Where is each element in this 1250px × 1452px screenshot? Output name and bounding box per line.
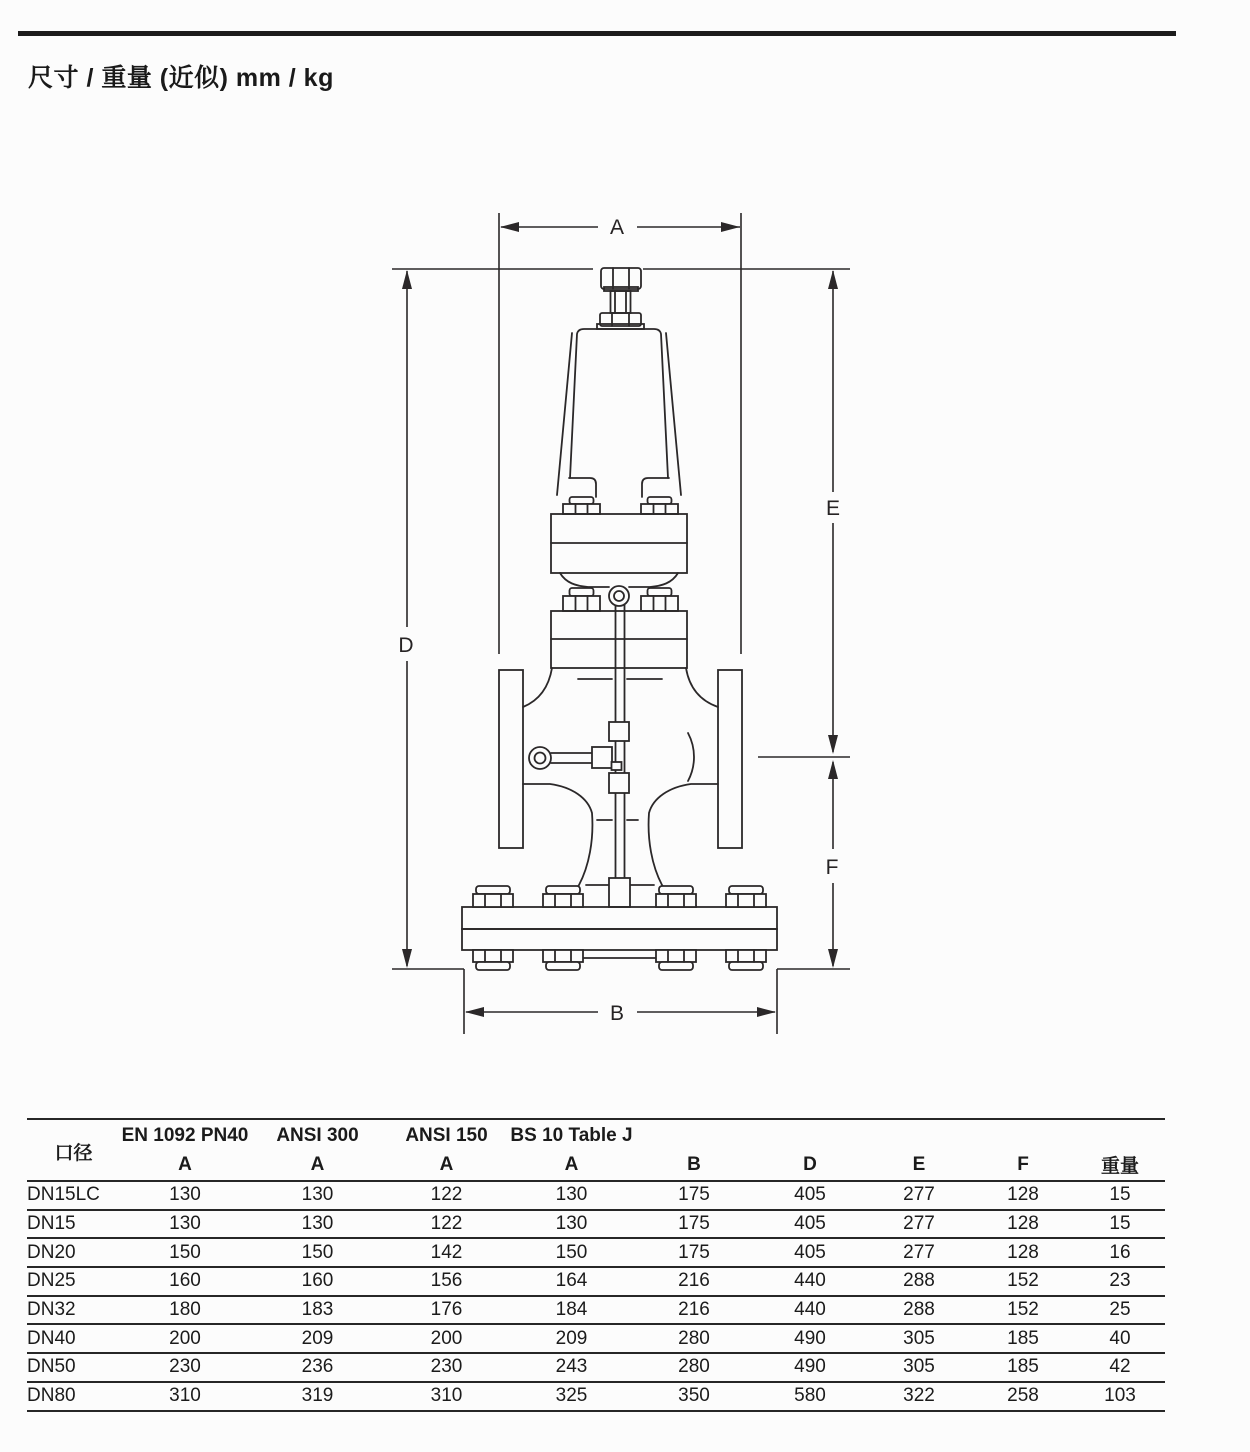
value-cell: 405 — [794, 1241, 826, 1263]
value-cell: 209 — [555, 1327, 588, 1349]
value-cell: 216 — [678, 1299, 710, 1321]
value-cell: 280 — [678, 1356, 710, 1378]
value-cell: 236 — [301, 1356, 334, 1378]
dim-label-d: D — [398, 634, 414, 657]
sensing-pipe — [551, 753, 592, 763]
value-cell: 183 — [301, 1299, 334, 1321]
table-row — [27, 1382, 1165, 1411]
table-row — [27, 1296, 1165, 1325]
value-cell: 216 — [678, 1270, 710, 1292]
value-cell: 23 — [1109, 1270, 1131, 1292]
col-header-d: D — [803, 1153, 817, 1175]
size-cell: DN15 — [27, 1213, 76, 1235]
table-body — [27, 1181, 1165, 1411]
size-cell: DN80 — [27, 1385, 76, 1407]
value-cell: 209 — [301, 1327, 334, 1349]
value-cell: 130 — [169, 1213, 201, 1235]
value-cell: 305 — [903, 1327, 935, 1349]
col-header-a1: A — [178, 1153, 192, 1175]
value-cell: 175 — [678, 1213, 710, 1235]
value-cell: 184 — [555, 1299, 588, 1321]
value-cell: 42 — [1109, 1356, 1131, 1378]
value-cell: 40 — [1109, 1327, 1131, 1349]
value-cell: 258 — [1007, 1385, 1039, 1407]
table-group-header-row — [27, 1119, 1165, 1149]
value-cell: 150 — [301, 1241, 334, 1263]
size-cell: DN25 — [27, 1270, 76, 1292]
value-cell: 580 — [794, 1385, 826, 1407]
value-cell: 230 — [430, 1356, 463, 1378]
value-cell: 310 — [169, 1385, 201, 1407]
dim-label-a: A — [609, 216, 625, 239]
dimensions-table-wrap — [27, 1118, 1165, 1412]
col-header-f: F — [1017, 1153, 1029, 1175]
value-cell: 130 — [301, 1184, 334, 1206]
table-row — [27, 1181, 1165, 1210]
value-cell: 230 — [169, 1356, 201, 1378]
size-column-header: 口径 — [54, 1142, 93, 1164]
value-cell: 152 — [1007, 1270, 1039, 1292]
value-cell: 128 — [1007, 1241, 1039, 1263]
value-cell: 200 — [430, 1327, 463, 1349]
dim-label-f: F — [825, 856, 839, 879]
size-cell: DN50 — [27, 1356, 76, 1378]
size-cell: DN20 — [27, 1241, 76, 1263]
value-cell: 160 — [301, 1270, 334, 1292]
value-cell: 277 — [903, 1184, 935, 1206]
value-cell: 130 — [169, 1184, 201, 1206]
value-cell: 319 — [301, 1385, 334, 1407]
value-cell: 150 — [169, 1241, 201, 1263]
table-row — [27, 1267, 1165, 1296]
value-cell: 156 — [430, 1270, 463, 1292]
value-cell: 180 — [169, 1299, 201, 1321]
value-cell: 325 — [555, 1385, 588, 1407]
value-cell: 185 — [1007, 1327, 1039, 1349]
col-header-a4: A — [564, 1153, 579, 1175]
bottom-flange-bolts-bottom — [473, 950, 766, 970]
pipe-union-icon — [592, 747, 612, 768]
bottom-flange-upper — [462, 907, 777, 929]
group-header-en1092: EN 1092 PN40 — [121, 1124, 249, 1146]
value-cell: 130 — [555, 1213, 588, 1235]
value-cell: 305 — [903, 1356, 935, 1378]
value-cell: 16 — [1109, 1241, 1131, 1263]
value-cell: 490 — [794, 1356, 826, 1378]
value-cell: 405 — [794, 1213, 826, 1235]
value-cell: 128 — [1007, 1213, 1039, 1235]
value-cell: 176 — [430, 1299, 463, 1321]
value-cell: 280 — [678, 1327, 710, 1349]
inlet-flange — [499, 670, 523, 848]
col-header-a2: A — [310, 1153, 325, 1175]
col-header-e: E — [912, 1153, 926, 1175]
col-header-weight: 重量 — [1100, 1156, 1139, 1177]
table-row — [27, 1353, 1165, 1382]
value-cell: 130 — [301, 1213, 334, 1235]
dimensions-table — [27, 1118, 1165, 1412]
value-cell: 160 — [169, 1270, 201, 1292]
tube-fitting-lower — [609, 773, 629, 793]
bottom-flange-lower — [462, 929, 777, 950]
value-cell: 175 — [678, 1184, 710, 1206]
value-cell: 277 — [903, 1241, 935, 1263]
value-cell: 200 — [169, 1327, 201, 1349]
value-cell: 128 — [1007, 1184, 1039, 1206]
value-cell: 152 — [1007, 1299, 1039, 1321]
table-row — [27, 1210, 1165, 1239]
dim-label-e: E — [825, 497, 841, 520]
value-cell: 310 — [430, 1385, 463, 1407]
value-cell: 15 — [1109, 1213, 1131, 1235]
value-cell: 440 — [794, 1299, 826, 1321]
tube-fitting-upper — [609, 722, 629, 741]
col-header-a3: A — [439, 1153, 454, 1175]
table-row — [27, 1324, 1165, 1353]
value-cell: 405 — [794, 1184, 826, 1206]
value-cell: 243 — [555, 1356, 588, 1378]
value-cell: 122 — [430, 1184, 463, 1206]
group-header-bs10: BS 10 Table J — [510, 1124, 633, 1146]
value-cell: 185 — [1007, 1356, 1039, 1378]
bonnet-bolts-upper — [563, 497, 678, 514]
spring-housing — [570, 329, 668, 478]
size-cell: DN15LC — [27, 1184, 100, 1206]
group-header-ansi300: ANSI 300 — [276, 1124, 359, 1146]
outlet-flange — [718, 670, 742, 848]
dimension-lines — [392, 213, 850, 1034]
value-cell: 142 — [430, 1241, 463, 1263]
value-cell: 130 — [555, 1184, 588, 1206]
value-cell: 175 — [678, 1241, 710, 1263]
tube-bottom-fitting — [609, 878, 630, 907]
value-cell: 322 — [903, 1385, 935, 1407]
group-header-ansi150: ANSI 150 — [405, 1124, 488, 1146]
size-cell: DN32 — [27, 1299, 76, 1321]
size-cell: DN40 — [27, 1327, 76, 1349]
value-cell: 288 — [903, 1270, 935, 1292]
table-sub-header-row — [27, 1149, 1165, 1181]
value-cell: 277 — [903, 1213, 935, 1235]
table-row — [27, 1238, 1165, 1267]
value-cell: 164 — [555, 1270, 588, 1292]
valve-outline — [462, 268, 777, 970]
value-cell: 490 — [794, 1327, 826, 1349]
col-header-b: B — [687, 1153, 701, 1175]
value-cell: 440 — [794, 1270, 826, 1292]
dim-label-b: B — [609, 1002, 625, 1025]
value-cell: 288 — [903, 1299, 935, 1321]
value-cell: 122 — [430, 1213, 463, 1235]
value-cell: 103 — [1104, 1385, 1136, 1407]
value-cell: 15 — [1109, 1184, 1131, 1206]
page-title: 尺寸 / 重量 (近似) mm / kg — [28, 64, 334, 92]
value-cell: 350 — [678, 1385, 710, 1407]
value-cell: 150 — [555, 1241, 588, 1263]
value-cell: 25 — [1109, 1299, 1131, 1321]
adjustment-nut-icon — [601, 268, 641, 289]
